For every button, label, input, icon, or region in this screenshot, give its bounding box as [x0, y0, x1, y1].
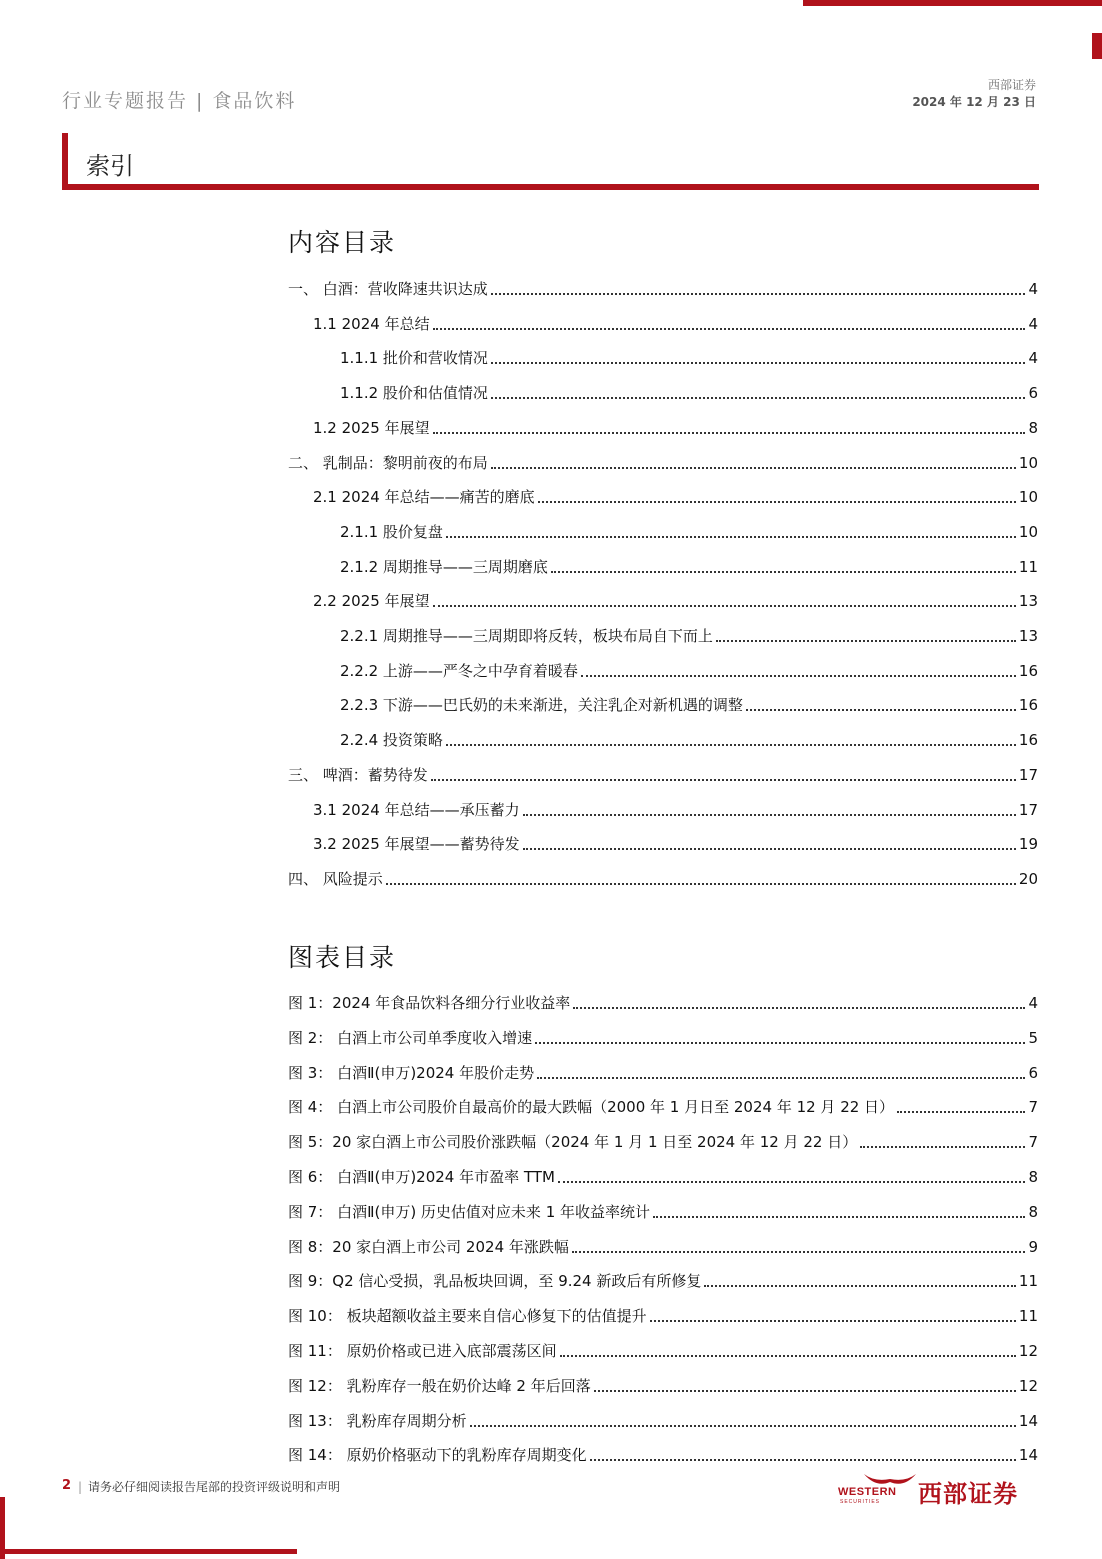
dot-leader — [560, 1355, 1016, 1357]
page-number: 2 — [62, 1478, 72, 1493]
fig-entry[interactable] — [288, 1372, 1038, 1396]
toc-entry[interactable] — [288, 379, 1038, 403]
dot-leader — [491, 293, 1026, 295]
fig-entry-label: 图 14： 原奶价格驱动下的乳粉库存周期变化 — [288, 1446, 587, 1465]
fig-entry-label: 图 13： 乳粉库存周期分析 — [288, 1411, 467, 1430]
toc-entry-label: 2.2.4 投资策略 — [340, 731, 443, 750]
toc-entry[interactable] — [288, 587, 1038, 611]
contents-title: 内容目录 — [288, 228, 397, 257]
dot-leader — [538, 501, 1016, 503]
toc-entry-page: 13 — [1018, 627, 1038, 645]
toc-entry-page: 16 — [1018, 661, 1038, 680]
fig-entry-label: 图 3： 白酒Ⅱ(申万)2024 年股价走势 — [288, 1063, 535, 1082]
dot-leader — [551, 571, 1016, 573]
report-date: 2024 年 12 月 23 日 — [912, 95, 1036, 109]
dot-leader — [653, 1216, 1025, 1218]
fig-entry-label: 图 12： 乳粉库存一般在奶价达峰 2 年后回落 — [288, 1376, 591, 1395]
fig-entry-page: 8 — [1028, 1202, 1038, 1221]
dot-leader — [491, 397, 1026, 399]
toc-entry-page: 8 — [1028, 418, 1038, 437]
toc-entry-page: 20 — [1018, 869, 1038, 888]
company-name: 西部证券 — [987, 78, 1036, 92]
index-accent-bar — [62, 133, 68, 189]
fig-entry[interactable] — [288, 1128, 1038, 1152]
fig-entry[interactable] — [288, 1163, 1038, 1187]
toc-entry-page: 17 — [1018, 800, 1038, 819]
fig-entry[interactable] — [288, 989, 1038, 1013]
toc-entry-page: 6 — [1028, 384, 1038, 403]
bottom-left-red-horizontal — [0, 1549, 297, 1554]
toc-entry[interactable] — [288, 865, 1038, 889]
toc-entry[interactable] — [288, 449, 1038, 473]
toc-entry-page: 10 — [1018, 453, 1038, 472]
toc-entry-page: 19 — [1018, 835, 1038, 854]
dot-leader — [446, 536, 1016, 538]
fig-entry[interactable] — [288, 1441, 1038, 1465]
dot-leader — [470, 1425, 1016, 1427]
fig-entry-page: 7 — [1028, 1133, 1038, 1152]
corner-red-tab — [1092, 33, 1102, 59]
footer-disclaimer — [78, 1478, 340, 1495]
toc-entry[interactable] — [288, 275, 1038, 299]
fig-entry[interactable] — [288, 1198, 1038, 1222]
fig-entry-page: 6 — [1028, 1063, 1038, 1082]
fig-entry-label: 图 1：2024 年食品饮料各细分行业收益率 — [288, 994, 571, 1012]
fig-entry[interactable] — [288, 1302, 1038, 1326]
dot-leader — [573, 1007, 1025, 1009]
dot-leader — [572, 1251, 1026, 1253]
fig-entry-page: 12 — [1018, 1342, 1038, 1360]
figures-list — [288, 989, 1038, 1469]
contents-list — [288, 275, 1038, 895]
toc-entry-label: 2.1 2024 年总结——痛苦的磨底 — [313, 488, 535, 507]
dot-leader — [860, 1146, 1025, 1148]
toc-entry-label: 四、 风险提示 — [288, 869, 383, 888]
toc-entry[interactable] — [288, 796, 1038, 820]
footer-separator: | — [78, 1480, 83, 1494]
toc-entry[interactable] — [288, 726, 1038, 750]
figures-title: 图表目录 — [288, 943, 397, 972]
toc-entry[interactable] — [288, 657, 1038, 681]
toc-entry-page: 10 — [1018, 488, 1038, 507]
dot-leader — [558, 1181, 1026, 1183]
dot-leader — [650, 1320, 1016, 1322]
toc-entry-page: 17 — [1018, 765, 1038, 784]
fig-entry[interactable] — [288, 1024, 1038, 1048]
toc-entry[interactable] — [288, 483, 1038, 507]
dot-leader — [523, 848, 1016, 850]
toc-entry-page: 13 — [1018, 592, 1038, 611]
header-meta — [912, 77, 1036, 111]
dot-leader — [446, 744, 1016, 746]
toc-entry-page: 4 — [1028, 280, 1038, 298]
fig-entry-page: 11 — [1018, 1307, 1038, 1326]
dot-leader — [433, 432, 1026, 434]
fig-entry-label: 图 7： 白酒Ⅱ(申万) 历史估值对应未来 1 年收益率统计 — [288, 1202, 651, 1221]
toc-entry-label: 2.1.2 周期推导——三周期磨底 — [340, 557, 548, 576]
toc-entry-label: 3.2 2025 年展望——蓄势待发 — [313, 835, 520, 854]
fig-entry[interactable] — [288, 1337, 1038, 1361]
fig-entry-page: 4 — [1028, 994, 1038, 1012]
fig-entry-page: 9 — [1028, 1237, 1038, 1256]
logo-english-subtitle: SECURITIES — [840, 1499, 881, 1505]
dot-leader — [491, 467, 1016, 469]
toc-entry-page: 11 — [1018, 557, 1038, 576]
dot-leader — [537, 1077, 1025, 1079]
western-securities-logo — [838, 1468, 1038, 1508]
toc-entry[interactable] — [288, 691, 1038, 715]
fig-entry[interactable] — [288, 1267, 1038, 1291]
logo-chinese-name: 西部证券 — [918, 1480, 1018, 1508]
toc-entry[interactable] — [288, 518, 1038, 542]
toc-entry-label: 2.2.1 周期推导——三周期即将反转，板块布局自下而上 — [340, 627, 713, 645]
toc-entry-label: 三、 啤酒：蓄势待发 — [288, 765, 428, 784]
fig-entry-label: 图 10： 板块超额收益主要来自信心修复下的估值提升 — [288, 1307, 647, 1326]
toc-entry-page: 16 — [1018, 731, 1038, 750]
fig-entry-page: 12 — [1018, 1376, 1038, 1395]
dot-leader — [433, 605, 1016, 607]
disclaimer-text: 请务必仔细阅读报告尾部的投资评级说明和声明 — [88, 1480, 341, 1494]
toc-entry-label: 2.2.2 上游——严冬之中孕育着暖春 — [340, 661, 578, 680]
toc-entry[interactable] — [288, 761, 1038, 785]
dot-leader — [594, 1390, 1016, 1392]
toc-entry[interactable] — [288, 553, 1038, 577]
fig-entry-label: 图 8：20 家白酒上市公司 2024 年涨跌幅 — [288, 1237, 569, 1256]
toc-entry-label: 一、 白酒：营收降速共识达成 — [288, 280, 488, 298]
fig-entry-label: 图 11： 原奶价格或已进入底部震荡区间 — [288, 1342, 557, 1360]
industry-name: 食品饮料 — [212, 90, 297, 112]
fig-entry[interactable] — [288, 1233, 1038, 1257]
fig-entry-label: 图 9：Q2 信心受损，乳品板块回调，至 9.24 新政后有所修复 — [288, 1272, 702, 1291]
dot-leader — [590, 1459, 1016, 1461]
logo-english-name: WESTERN — [838, 1486, 897, 1498]
toc-entry-label: 2.2.3 下游——巴氏奶的未来渐进，关注乳企对新机遇的调整 — [340, 696, 743, 715]
toc-entry-page: 16 — [1018, 696, 1038, 715]
toc-entry-label: 2.2 2025 年展望 — [313, 592, 430, 611]
toc-entry-label: 1.1.1 批价和营收情况 — [340, 349, 488, 368]
dot-leader — [523, 814, 1016, 816]
dot-leader — [704, 1285, 1016, 1287]
fig-entry-page: 14 — [1018, 1411, 1038, 1430]
toc-entry-label: 1.2 2025 年展望 — [313, 418, 430, 437]
toc-entry-page: 10 — [1018, 522, 1038, 541]
dot-leader — [433, 328, 1026, 330]
fig-entry-label: 图 4： 白酒上市公司股价自最高价的最大跌幅（2000 年 1 月日至 2024 年 12 月 22 日） — [288, 1098, 895, 1117]
fig-entry-page: 14 — [1018, 1446, 1038, 1465]
dot-leader — [535, 1042, 1025, 1044]
fig-entry-page: 8 — [1028, 1168, 1038, 1186]
fig-entry-page: 5 — [1028, 1028, 1038, 1047]
fig-entry-page: 7 — [1028, 1098, 1038, 1117]
dot-leader — [716, 640, 1016, 642]
fig-entry-label: 图 2： 白酒上市公司单季度收入增速 — [288, 1028, 533, 1047]
toc-entry-label: 2.1.1 股价复盘 — [340, 522, 443, 541]
toc-entry-label: 1.1.2 股价和估值情况 — [340, 384, 488, 403]
toc-entry[interactable] — [288, 310, 1038, 334]
index-title: 索引 — [86, 152, 134, 180]
dot-leader — [431, 779, 1016, 781]
fig-entry[interactable] — [288, 1093, 1038, 1117]
toc-entry-label: 3.1 2024 年总结——承压蓄力 — [313, 800, 520, 819]
toc-entry[interactable] — [288, 622, 1038, 646]
report-type: 行业专题报告 — [62, 90, 189, 112]
fig-entry-label: 图 6： 白酒Ⅱ(申万)2024 年市盈率 TTM — [288, 1168, 555, 1186]
dot-leader — [491, 362, 1026, 364]
toc-entry-label: 1.1 2024 年总结 — [313, 314, 430, 333]
dot-leader — [386, 883, 1016, 885]
toc-entry[interactable] — [288, 830, 1038, 854]
dot-leader — [897, 1111, 1025, 1113]
toc-entry-label: 二、 乳制品：黎明前夜的布局 — [288, 453, 488, 472]
top-red-rule — [803, 0, 1102, 6]
dot-leader — [746, 709, 1016, 711]
toc-entry[interactable] — [288, 344, 1038, 368]
fig-entry-label: 图 5：20 家白酒上市公司股价涨跌幅（2024 年 1 月 1 日至 2024 年 12 月 22 日） — [288, 1133, 858, 1152]
toc-entry[interactable] — [288, 414, 1038, 438]
index-underline — [62, 184, 1039, 190]
report-category — [62, 86, 296, 113]
toc-entry-page: 4 — [1028, 349, 1038, 368]
fig-entry[interactable] — [288, 1407, 1038, 1431]
dot-leader — [581, 675, 1016, 677]
toc-entry-page: 4 — [1028, 314, 1038, 333]
fig-entry[interactable] — [288, 1059, 1038, 1083]
header-separator: | — [196, 90, 205, 112]
fig-entry-page: 11 — [1018, 1272, 1038, 1291]
